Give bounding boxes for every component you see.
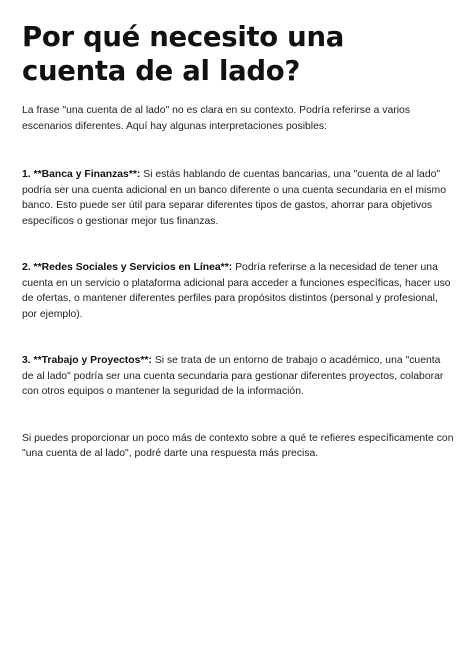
list-item-text: Si estás hablando de cuentas bancarias, una "cuenta de al lado" podría ser una cuenta adicional en un banco diferente o una cuenta secundaria en el mismo banco. Esto puede ser útil para separar diferentes tipos de gastos, ahorrar para objetivos específicos o gestionar mejor tus finanzas. (22, 169, 446, 227)
closing-paragraph: Si puedes proporcionar un poco más de contexto sobre a qué te refieres específicamente con "una cuenta de al lado", podré darte una respuesta más precisa. (22, 432, 454, 459)
intro-paragraph: La frase "una cuenta de al lado" no es clara en su contexto. Podría referirse a varios escenarios diferentes. Aquí hay algunas interpretaciones posibles: (22, 105, 411, 132)
list-item-text: Podría referirse a la necesidad de tener una cuenta en un servicio o plataforma adicional para acceder a funciones específicas, hacer uso de ofertas, o mantener diferentes perfiles para propósitos distintos (personal y profesional, por ejemplo). (22, 262, 451, 320)
list-item-banking (22, 167, 454, 229)
list-item-social (22, 260, 454, 322)
document-title: Por qué necesito una cuenta de al lado? (22, 21, 344, 87)
list-item-text: Si se trata de un entorno de trabajo o académico, una "cuenta de al lado" podría ser una cuenta secundaria para gestionar diferentes proyectos, colaborar con otros equipos o mantener la seguridad de la información. (22, 355, 444, 397)
list-item-heading: 1. **Banca y Finanzas**: (22, 169, 141, 180)
list-item-heading: 2. **Redes Sociales y Servicios en Línea**: (22, 262, 233, 273)
list-item-work (22, 353, 454, 400)
list-item-heading: 3. **Trabajo y Proyectos**: (22, 355, 152, 366)
